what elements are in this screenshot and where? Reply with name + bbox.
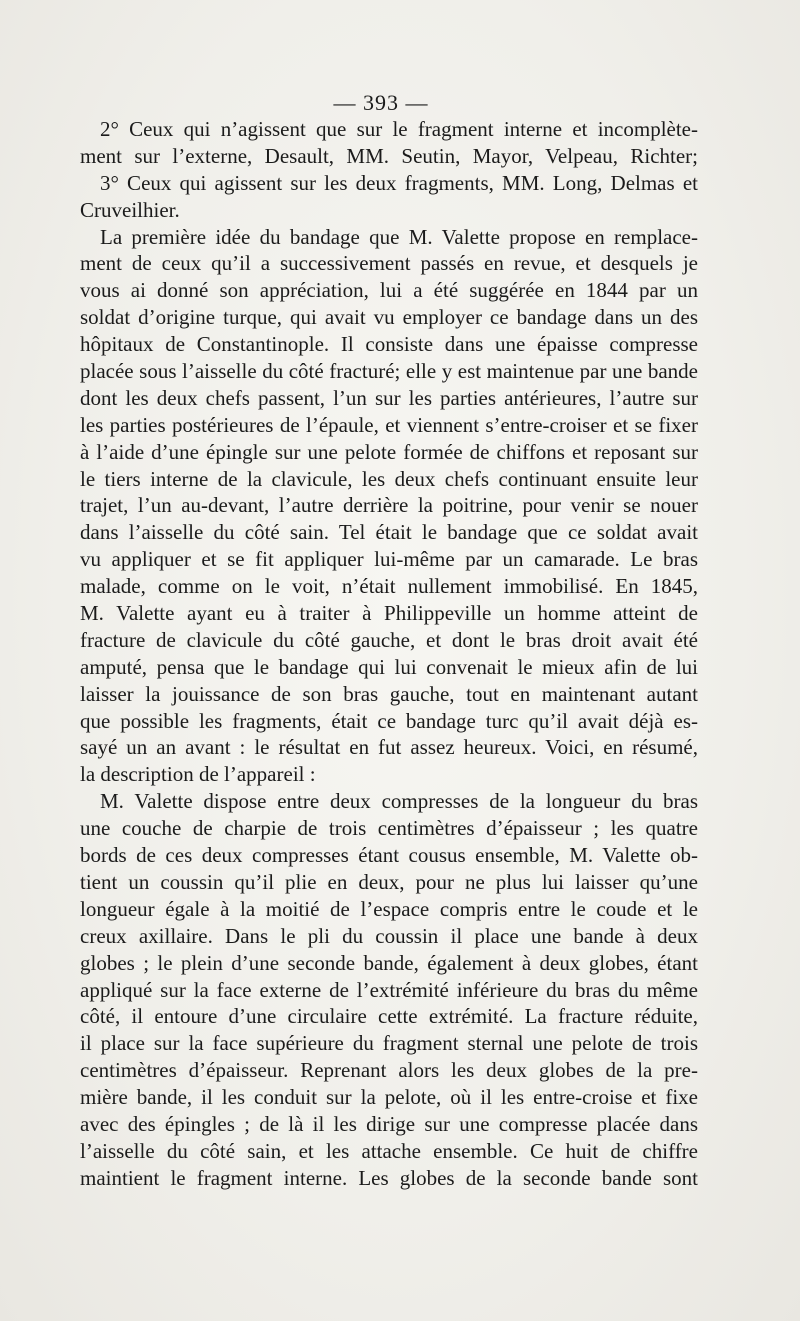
text-line: l’aisselle du côté sain, et les attache ensemble. Ce huit de chiffre: [80, 1138, 698, 1163]
text-line: creux axillaire. Dans le pli du coussin il place une bande à deux: [80, 923, 698, 948]
text-line: dans l’aisselle du côté sain. Tel était le bandage que ce soldat avait: [80, 520, 698, 545]
text-line: centimètres d’épaisseur. Reprenant alors les deux globes de la pre-: [80, 1058, 698, 1083]
text-line: placée sous l’aisselle du côté fracturé; elle y est maintenue par une bande: [80, 359, 698, 384]
text-line: le tiers interne de la clavicule, les deux chefs continuant ensuite leur: [80, 466, 698, 491]
text-line: M. Valette ayant eu à traiter à Philippeville un homme atteint de: [80, 601, 698, 626]
text-line: globes ; le plein d’une seconde bande, également à deux globes, étant: [80, 950, 698, 975]
text-line: 2° Ceux qui n’agissent que sur le fragment interne et incomplète-: [100, 117, 698, 141]
text-line: que possible les fragments, était ce bandage turc qu’il avait déjà es-: [80, 708, 698, 733]
text-line: ment sur l’externe, Desault, MM. Seutin, Mayor, Velpeau, Richter;: [80, 143, 698, 168]
text-line: sayé un an avant : le résultat en fut assez heureux. Voici, en résumé,: [80, 735, 698, 760]
text-line: mière bande, il les conduit sur la pelote, où il les entre-croise et fixe: [80, 1085, 698, 1110]
text-line: la description de l’appareil :: [80, 762, 316, 787]
text-line: hôpitaux de Constantinople. Il consiste dans une épaisse compresse: [80, 332, 698, 357]
text-line: les parties postérieures de l’épaule, et viennent s’entre-croiser et se fixer: [80, 412, 698, 437]
text-line: vous ai donné son appréciation, lui a été suggérée en 1844 par un: [80, 278, 698, 303]
text-line: malade, comme on le voit, n’était nullement immobilisé. En 1845,: [80, 574, 698, 599]
text-line: trajet, l’un au-devant, l’autre derrière la poitrine, pour venir se nouer: [80, 493, 698, 518]
text-line: appliqué sur la face externe de l’extrémité inférieure du bras du même: [80, 977, 698, 1002]
text-line: il place sur la face supérieure du fragment sternal une pelote de trois: [80, 1031, 698, 1056]
text-line: longueur égale à la moitié de l’espace compris entre le coude et le: [80, 896, 698, 921]
text-line: avec des épingles ; de là il les dirige sur une compresse placée dans: [80, 1111, 698, 1136]
text-line: bords de ces deux compresses étant cousus ensemble, M. Valette ob-: [80, 843, 698, 868]
text-line: 3° Ceux qui agissent sur les deux fragments, MM. Long, Delmas et: [100, 170, 698, 195]
body-text: [80, 116, 698, 1192]
text-line: une couche de charpie de trois centimètres d’épaisseur ; les quatre: [80, 816, 698, 841]
text-line: à l’aide d’une épingle sur une pelote formée de chiffons et reposant sur: [80, 439, 698, 464]
text-line: dont les deux chefs passent, l’un sur les parties antérieures, l’autre sur: [80, 385, 698, 410]
text-line: soldat d’origine turque, qui avait vu employer ce bandage dans un des: [80, 305, 698, 330]
text-line: côté, il entoure d’une circulaire cette extrémité. La fracture réduite,: [80, 1004, 698, 1029]
text-line: laisser la jouissance de son bras gauche, tout en maintenant autant: [80, 681, 698, 706]
text-line: vu appliquer et se fit appliquer lui-même par un camarade. Le bras: [80, 547, 698, 572]
text-line: Cruveilhier.: [80, 197, 180, 222]
text-line: amputé, pensa que le bandage qui lui convenait le mieux afin de lui: [80, 654, 698, 679]
text-line: tient un coussin qu’il plie en deux, pour ne plus lui laisser qu’une: [80, 869, 698, 894]
text-line: La première idée du bandage que M. Valette propose en remplace-: [100, 224, 698, 249]
text-line: M. Valette dispose entre deux compresses de la longueur du bras: [100, 789, 698, 814]
text-line: ment de ceux qu’il a successivement passés en revue, et desquels je: [80, 251, 698, 276]
text-line: maintient le fragment interne. Les globes de la seconde bande sont: [80, 1165, 698, 1190]
page-number: — 393 —: [333, 90, 429, 115]
text-line: fracture de clavicule du côté gauche, et dont le bras droit avait été: [80, 627, 698, 652]
